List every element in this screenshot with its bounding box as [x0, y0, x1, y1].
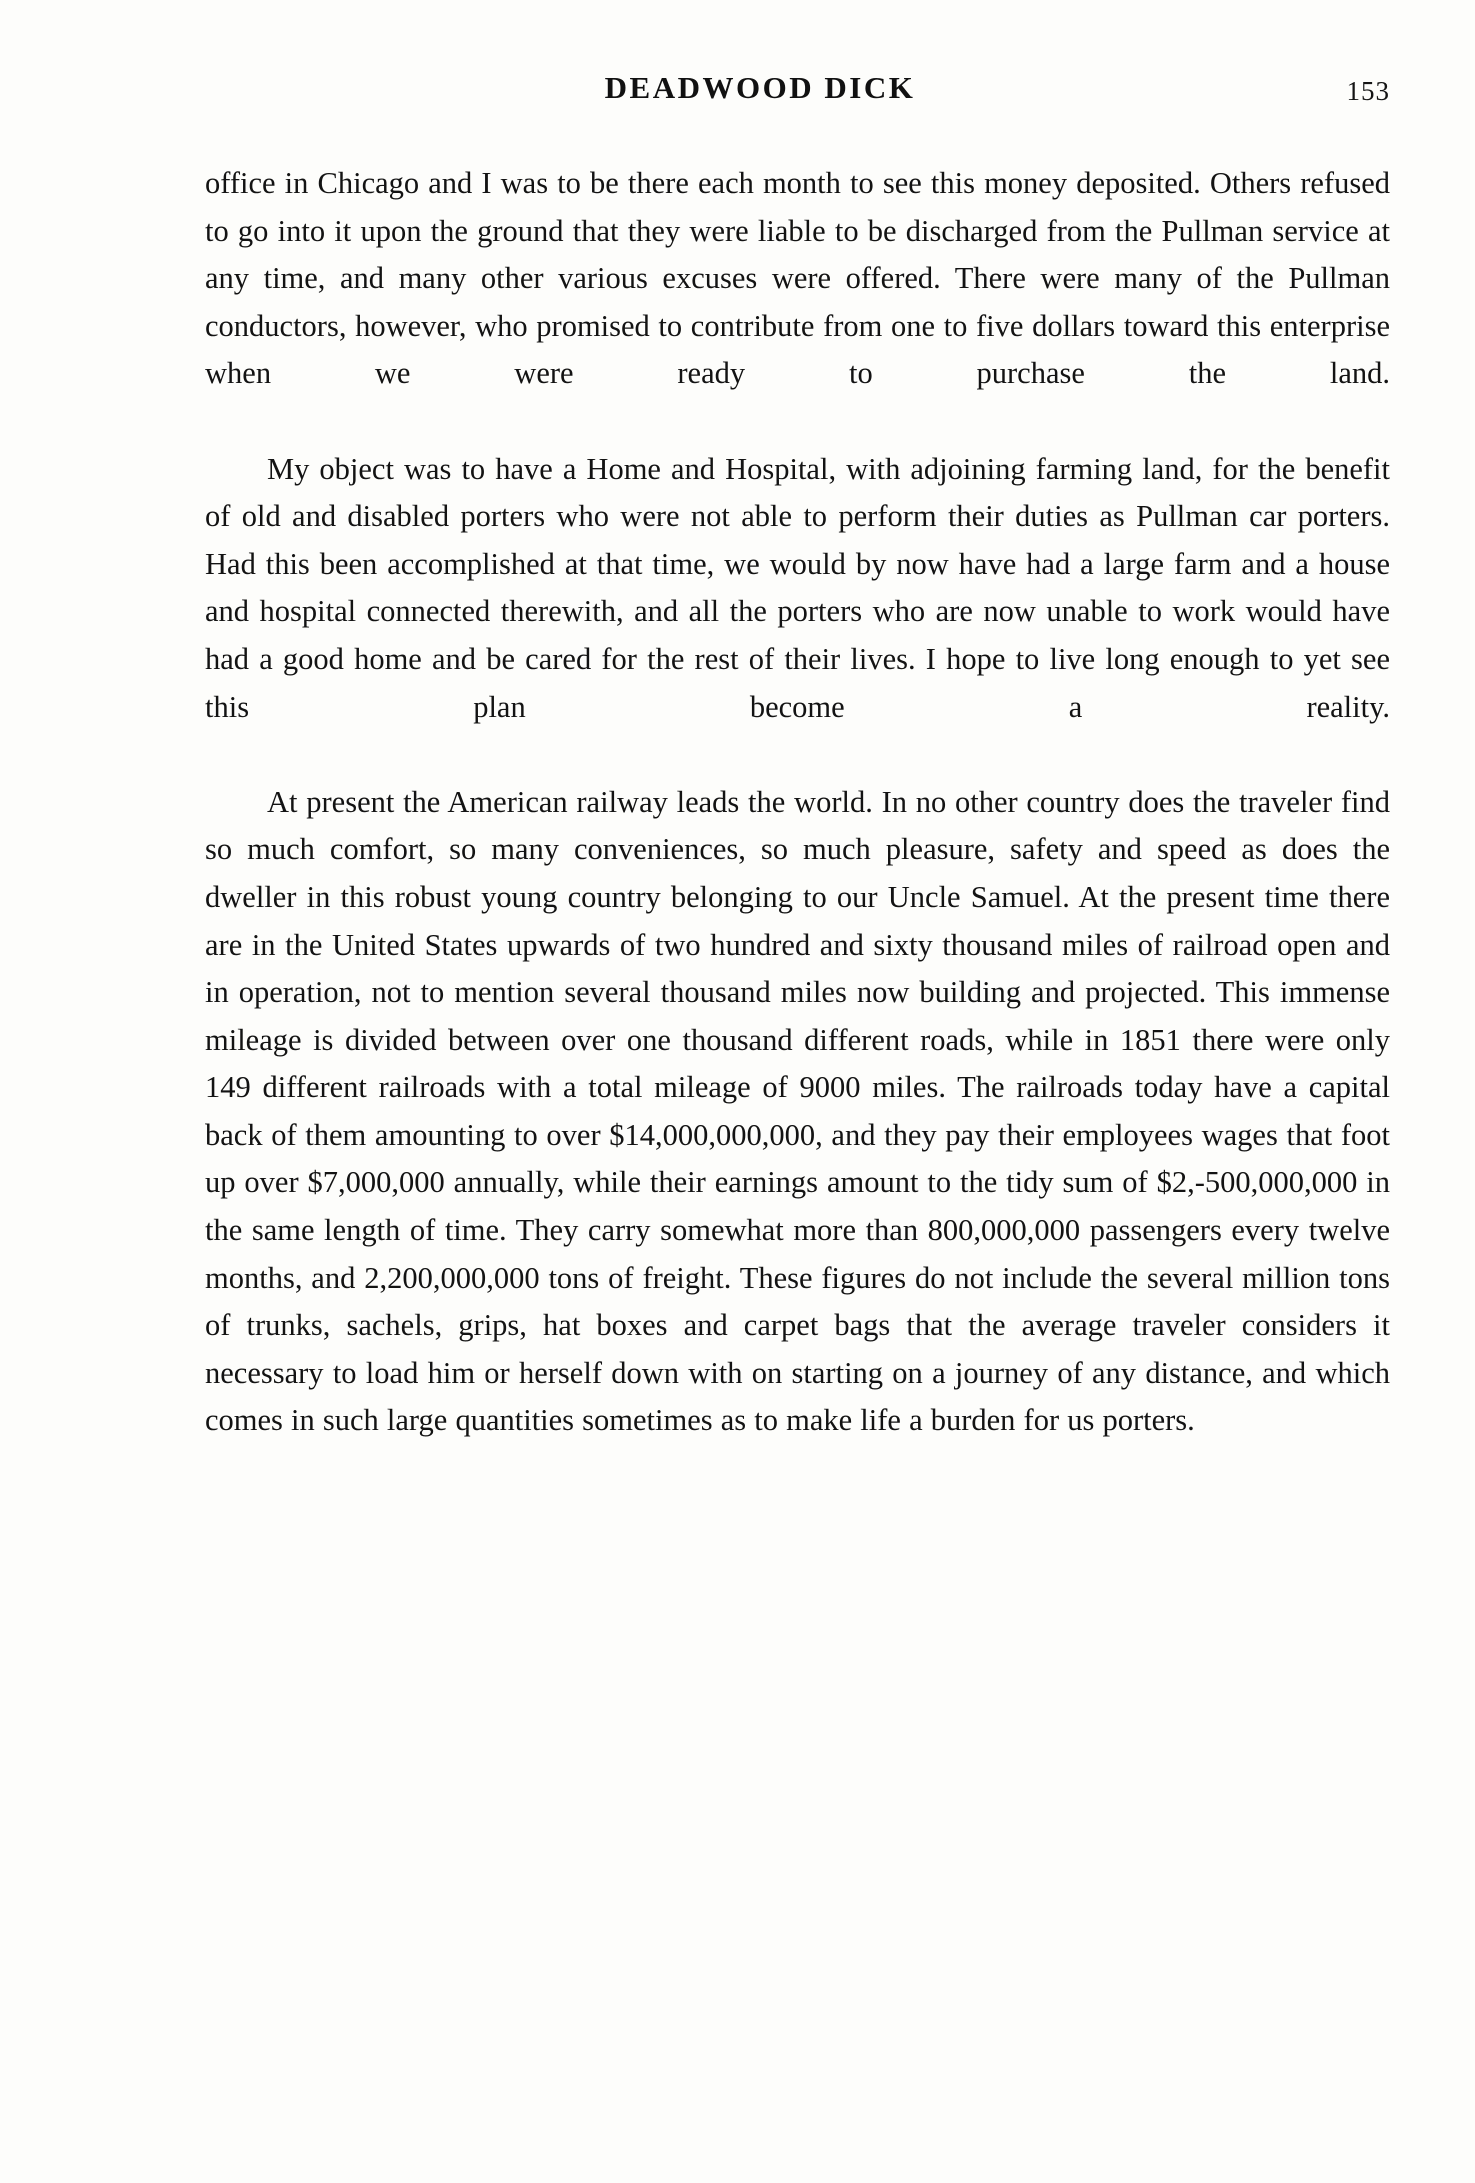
paragraph-3: At present the American railway leads the world. In no other country does the traveler find so much comfort, so many conveniences, so much pleasure, safety and speed as does the dweller in this robust young country belonging to our Uncle Samuel. At the present time there are in the United States upwards of two hundred and sixty thousand miles of railroad open and in operation, not to mention several thousand miles now building and projected. This immense mileage is divided between over one thousand different roads, while in 1851 there were only 149 different railroads with a total mileage of 9000 miles. The railroads today have a capital back of them amounting to over $14,000,000,000, and they pay their employees wages that foot up over $7,000,000 annually, while their earnings amount to the tidy sum of $2,-500,000,000 in the same length of time. They carry somewhat more than 800,000,000 passengers every twelve months, and 2,200,000,000 tons of freight. These figures do not include the several million tons of trunks, sachels, grips, hat boxes and carpet bags that the average traveler considers it necessary to load him or herself down with on starting on a journey of any distance, and which comes in such large quantities sometimes as to make life a burden for us porters. [205, 784, 1390, 1438]
page-header [200, 70, 1390, 116]
page-number: 153 [1346, 76, 1390, 106]
running-head: DEADWOOD DICK [604, 70, 916, 105]
paragraph-2: My object was to have a Home and Hospital, with adjoining farming land, for the benefit of old and disabled porters who were not able to perform their duties as Pullman car porters. Had this been accomplished at that time, we would by now have had a large farm and a house and hospital connected therewith, and all the porters who are now unable to work would have had a good home and be cared for the rest of their lives. I hope to live long enough to yet see this plan become a reality. [205, 451, 1390, 724]
page-body [205, 160, 1390, 1445]
paragraph-1: office in Chicago and I was to be there each month to see this money deposited. Others refused to go into it upon the ground that they were liable to be discharged from the Pullman service at any time, and many other various excuses were offered. There were many of the Pullman conductors, however, who promised to contribute from one to five dollars toward this enterprise when we were ready to purchase the land. [205, 166, 1390, 391]
